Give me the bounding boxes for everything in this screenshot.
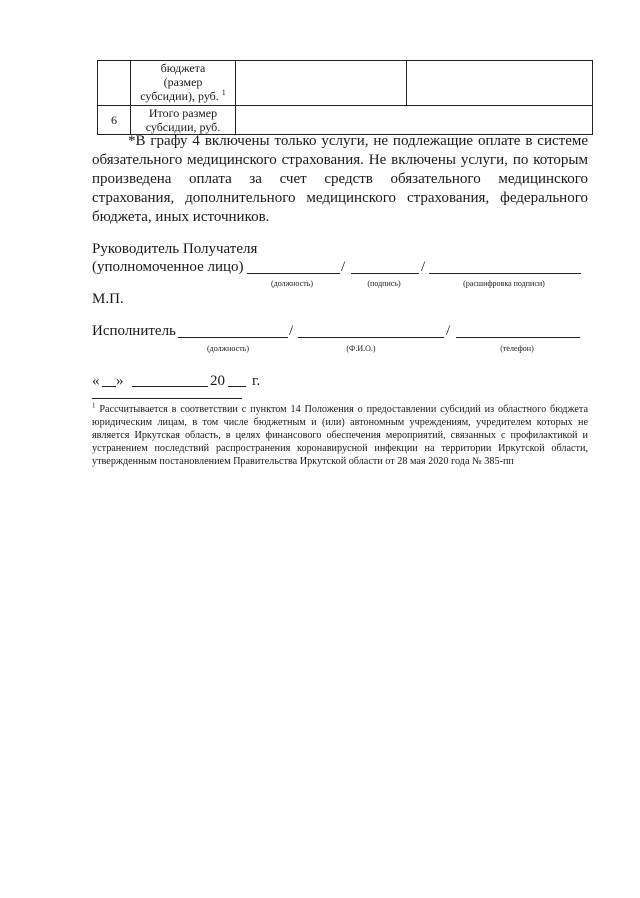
caption-exec-name: (Ф.И.О.)	[346, 344, 376, 353]
note-paragraph: *В графу 4 включены только услуги, не подлежащие оплате в системе обязательного медицинского страхования. Не включены услуги, по которым произведена оплата за счет средств обязательного медицинского страхования, дополнительного медицинского страхования, федерального бюджета, иных источников.	[92, 133, 588, 225]
day-line	[102, 386, 116, 387]
label-line	[131, 89, 235, 103]
label-line: Итого размер	[148, 106, 218, 120]
executor-label: Исполнитель	[92, 323, 176, 339]
total-value-cell	[236, 106, 593, 135]
table-row	[98, 106, 593, 135]
position-line	[247, 273, 340, 274]
signature-line	[351, 273, 419, 274]
table-row	[98, 61, 593, 106]
year-prefix: 20	[210, 373, 225, 389]
value-cell	[236, 61, 407, 106]
caption-exec-position: (должность)	[207, 344, 249, 353]
executor-position-line	[178, 337, 288, 338]
footnote-divider	[92, 398, 242, 399]
executor-name-line	[298, 337, 444, 338]
row-number-cell: 6	[98, 106, 131, 135]
slash: /	[289, 323, 294, 339]
year-line	[228, 386, 246, 387]
row-label-cell	[131, 61, 236, 106]
date-close-quote: »	[116, 373, 124, 389]
month-line	[132, 386, 208, 387]
label-text: субсидии), руб.	[140, 89, 219, 103]
stamp-place: М.П.	[92, 291, 124, 307]
footnote-mark: 1	[92, 401, 96, 410]
caption-position: (должность)	[271, 279, 313, 288]
head-subtitle: (уполномоченное лицо)	[92, 259, 244, 275]
label-line: субсидии, руб.	[145, 120, 221, 134]
slash: /	[446, 323, 451, 339]
subsidy-table	[97, 60, 593, 135]
footnote-ref: 1	[221, 88, 226, 97]
date-open-quote: «	[92, 373, 100, 389]
caption-signature: (подпись)	[367, 279, 401, 288]
row-number-cell	[98, 61, 131, 106]
slash: /	[421, 259, 426, 275]
decoding-line	[429, 273, 581, 274]
slash: /	[341, 259, 346, 275]
row-label-cell	[131, 106, 236, 135]
head-title: Руководитель Получателя	[92, 241, 258, 257]
footnote-text: Рассчитывается в соответствии с пунктом 14 Положения о предоставлении субсидий из областного бюджета юридическим лицам, в том числе бюджетным и (или) автономным учреждениям, учредителем которых не является Иркутская область, в целях финансового обеспечения мероприятий, связанных с профилактикой и устранением последствий распространения коронавирусной инфекции на территории Иркутской области, утвержденным постановлением Правительства Иркутской области от 28 мая 2020 года № 385-пп	[92, 404, 589, 467]
executor-phone-line	[456, 337, 580, 338]
label-line: бюджета	[160, 61, 206, 75]
caption-decoding: (расшифровка подписи)	[463, 279, 545, 288]
caption-exec-phone: (телефон)	[500, 344, 534, 353]
label-line: (размер	[163, 75, 203, 89]
year-suffix: г.	[252, 373, 261, 389]
footnote	[92, 403, 588, 468]
value-cell	[407, 61, 593, 106]
